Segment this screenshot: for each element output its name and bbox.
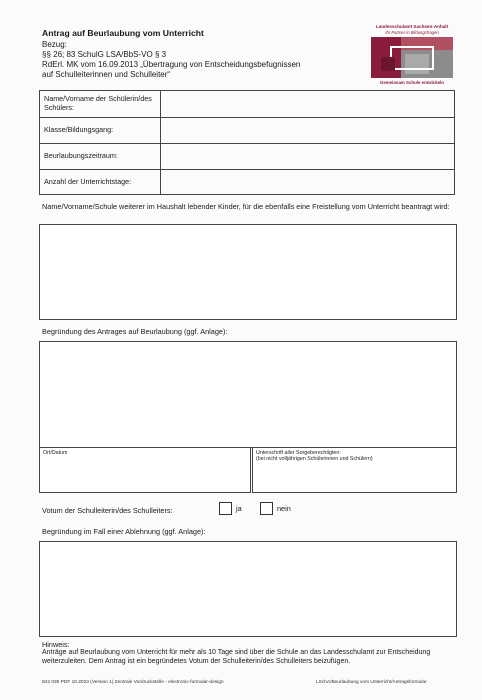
form-title: Antrag auf Beurlaubung vom Unterricht	[42, 28, 204, 38]
siblings-field[interactable]	[39, 224, 457, 320]
vote-no-label: nein	[277, 504, 291, 513]
leave-period-label: Beurlaubungszeitraum:	[40, 144, 161, 170]
logo-authority-name: Landesschulamt Sachsen-Anhalt	[375, 24, 449, 29]
reference-line-2: RdErl. MK vom 16.09.2013 „Übertragung von Entscheidungsbefugnissen	[42, 60, 301, 69]
note-heading: Hinweis:	[42, 640, 70, 649]
rejection-reason-label: Begründung im Fall einer Ablehnung (ggf. Anlage):	[42, 527, 206, 536]
school-days-field[interactable]	[161, 170, 455, 195]
logo-slogan: Gemeinsam Schule entwickeln	[379, 80, 445, 85]
authority-logo	[364, 24, 460, 86]
place-date-field[interactable]	[39, 447, 251, 493]
footer-form-path: LSchA/Beurlaubung vom Unterricht/Antragsformular	[316, 680, 427, 685]
student-info-table	[39, 90, 455, 195]
guardians-signature-field[interactable]	[252, 447, 457, 493]
note-text: Anträge auf Beurlaubung vom Unterricht für mehr als 10 Tage sind über die Schule an das Landesschulamt zur Entscheidung weiterzuleiten. Dem Antrag ist ein begründetes Votum der Schulleiterin/des Schulleiters beizufügen.	[42, 649, 431, 665]
vote-yes-label: ja	[236, 504, 242, 513]
vote-yes-checkbox[interactable]	[219, 502, 232, 515]
class-field[interactable]	[161, 118, 455, 144]
logo-graphic-icon	[371, 37, 453, 78]
reference-label: Bezug:	[42, 40, 67, 49]
footer-form-number: 842 035 PDF 10.2023 (Version 1) Zentrale Vordruckstelle - electronic-formular-design	[42, 680, 224, 685]
table-row	[40, 170, 455, 195]
table-row	[40, 144, 455, 170]
student-name-field[interactable]	[161, 91, 455, 118]
rejection-reason-field[interactable]	[39, 541, 457, 637]
guardians-signature-label: Unterschrift aller Sorgeberechtigten:	[256, 450, 341, 456]
principal-vote-label: Votum der Schulleiterin/des Schulleiters:	[42, 506, 173, 515]
leave-period-field[interactable]	[161, 144, 455, 170]
vote-no-checkbox[interactable]	[260, 502, 273, 515]
guardians-signature-note: (bei nicht volljährigen Schülerinnen und Schülern)	[256, 456, 373, 463]
reason-label: Begründung des Antrages auf Beurlaubung (ggf. Anlage):	[42, 327, 228, 336]
table-row	[40, 118, 455, 144]
reason-field[interactable]	[39, 341, 457, 448]
reference-line-1: §§ 26; 83 SchulG LSA/BbS-VO § 3	[42, 50, 167, 59]
place-date-label: Ort/Datum	[43, 450, 68, 456]
school-days-label: Anzahl der Unterrichtstage:	[40, 170, 161, 195]
reference-line-3: auf Schulleiterinnen und Schulleiter“	[42, 70, 171, 79]
siblings-label: Name/Vorname/Schule weiterer im Haushalt lebender Kinder, für die ebenfalls eine Freistellung vom Unterricht beantragt wird:	[42, 202, 450, 211]
logo-tagline: Ihr Partner in Bildungsfragen	[385, 30, 439, 35]
class-label: Klasse/Bildungsgang:	[40, 118, 161, 144]
student-name-label: Name/Vorname der Schülerin/des Schülers:	[40, 91, 161, 118]
table-row	[40, 91, 455, 118]
